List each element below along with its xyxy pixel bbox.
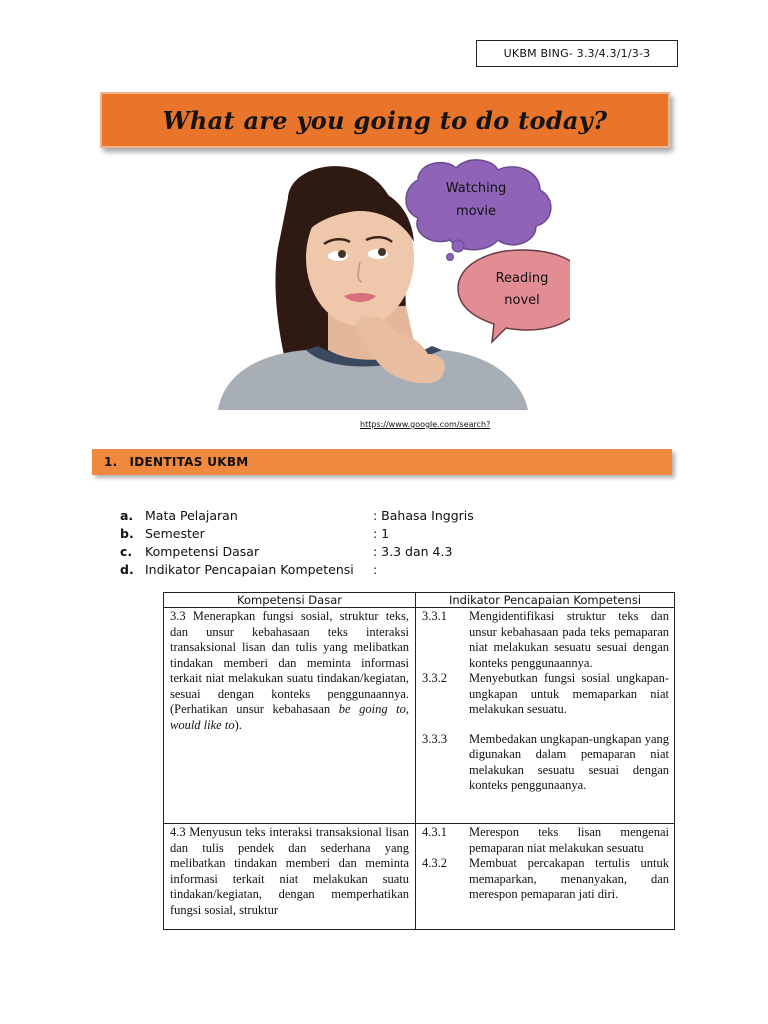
table-row xyxy=(164,824,675,930)
section-header-identitas xyxy=(92,449,672,475)
indicator-item: 3.3.3 Membedakan ungkapan-ungkapan yang digunakan dalam pemaparan niat melakukan sesuatu sesuai dengan konteks penggunaanya. xyxy=(422,731,669,792)
section-number: 1. xyxy=(104,455,118,469)
bubble2-line1: Reading xyxy=(495,271,549,286)
identity-list xyxy=(120,506,474,578)
bubble2-line2: novel xyxy=(504,293,540,308)
table-row xyxy=(164,608,675,824)
identity-row-competency: c. Kompetensi Dasar : 3.3 dan 4.3 xyxy=(120,543,453,559)
indicator-3-3-cell xyxy=(416,608,675,824)
indicator-item: 4.3.2 Membuat percakapan tertulis untuk memaparkan, menanyakan, dan merespon pemaparan jati diri. xyxy=(422,856,669,901)
illustration-thinking-woman xyxy=(210,158,570,410)
indicator-item: 4.3.1 Merespon teks lisan mengenai pemaparan niat melakukan sesuatu xyxy=(422,825,669,855)
competency-table xyxy=(163,592,675,930)
kd-4-3-cell: 4.3 Menyusun teks interaksi transaksional lisan dan tulis pendek dan sederhana yang melibatkan tindakan memberi dan meminta informasi terkait niat melakukan suatu tindakan/kegiatan, dengan memperhatikan fungsi sosial, struktur xyxy=(164,824,416,930)
kd-3-3-cell: 3.3 Menerapkan fungsi sosial, struktur teks, dan unsur kebahasaan teks interaksi transaksional lisan dan tulis yang melibatkan tindakan memberi dan meminta informasi terkait niat melakukan suatu tindakan/kegiatan, sesuai dengan konteks penggunaannya. (Perhatikan unsur kebahasaan be going to, would like to). xyxy=(164,608,416,824)
identity-row-indicator: d. Indikator Pencapaian Kompetensi : xyxy=(120,561,378,577)
identity-row-subject: a. Mata Pelajaran : Bahasa Inggris xyxy=(120,507,474,523)
speech-bubble-reading-novel xyxy=(458,250,570,342)
title-banner xyxy=(100,92,670,148)
image-source-link[interactable]: https://www.google.com/search? xyxy=(360,420,491,429)
bubble1-line1: Watching xyxy=(445,181,507,196)
indicator-4-3-cell xyxy=(416,824,675,930)
document-code: UKBM BING- 3.3/4.3/1/3-3 xyxy=(476,40,678,67)
indicator-item: 3.3.1 Mengidentifikasi struktur teks dan unsur kebahasaan pada teks pemaparan niat melakukan sesuatu sesuai dengan konteks penggunaannya. xyxy=(422,609,669,670)
table-header-indicator: Indikator Pencapaian Kompetensi xyxy=(416,593,675,608)
indicator-item: 3.3.2 Menyebutkan fungsi sosial ungkapan-ungkapan untuk memaparkan niat melakukan sesuatu. xyxy=(422,671,669,716)
banner-title: What are you going to do today? xyxy=(162,105,608,135)
bubble1-line2: movie xyxy=(456,204,496,219)
identity-row-semester: b. Semester : 1 xyxy=(120,525,390,541)
section-title: IDENTITAS UKBM xyxy=(129,455,249,469)
table-header-kd: Kompetensi Dasar xyxy=(164,593,416,608)
thought-bubble-watching-movie xyxy=(406,160,551,261)
